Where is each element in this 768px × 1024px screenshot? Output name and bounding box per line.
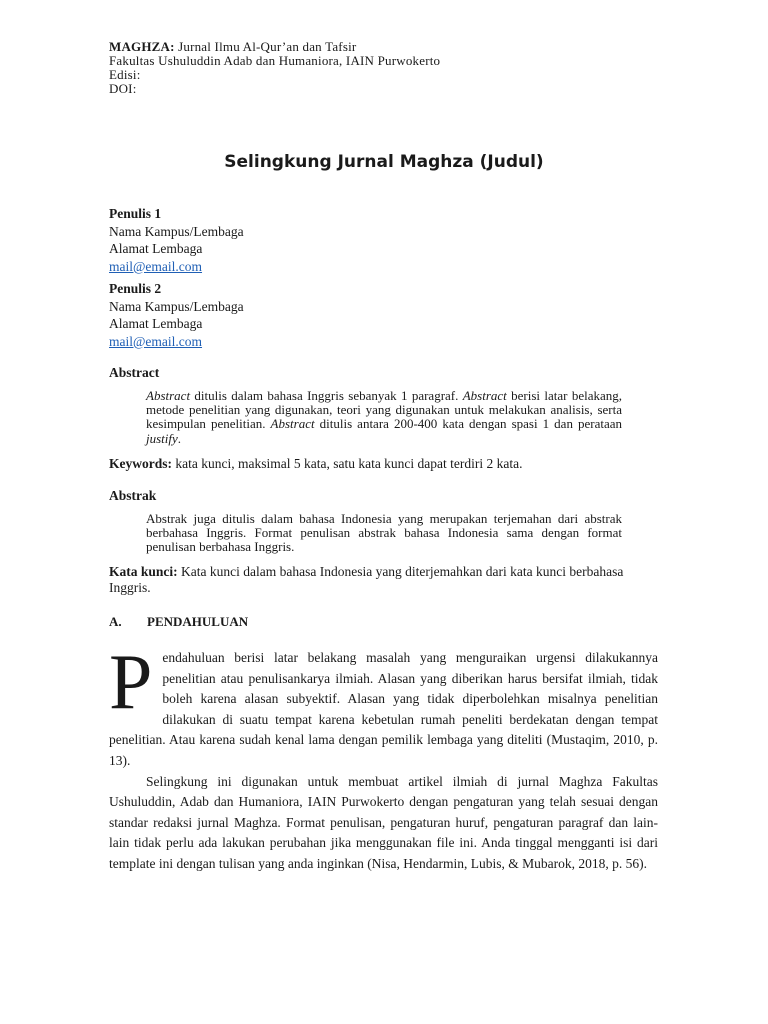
journal-header	[109, 40, 659, 96]
kata-kunci-text: Kata kunci dalam bahasa Indonesia yang diterjemahkan dari kata kunci berbahasa Inggris.	[109, 564, 624, 595]
faculty-line: Fakultas Ushuluddin Adab dan Humaniora, IAIN Purwokerto	[109, 53, 441, 68]
section-title: PENDAHULUAN	[147, 614, 249, 629]
author-block-1	[109, 205, 244, 275]
author-name: Penulis 1	[109, 206, 162, 221]
section-number: A.	[109, 614, 122, 629]
abstract-italic-word: Abstract	[462, 388, 507, 403]
edition-line: Edisi:	[109, 67, 141, 82]
journal-name-bold: MAGHZA:	[109, 39, 175, 54]
doi-line: DOI:	[109, 81, 137, 96]
abstract-body	[146, 389, 622, 446]
keywords-label: Keywords:	[109, 456, 172, 471]
kata-kunci-label: Kata kunci:	[109, 564, 178, 579]
paragraph-2: Selingkung ini digunakan untuk membuat artikel ilmiah di jurnal Maghza Fakultas Ushuluddin, Adab dan Humaniora, IAIN Purwokerto dengan pengaturan yang telah sesuai dengan standar redaksi jurnal Maghza. Format penulisan, pengaturan huruf, pengaturan paragraf dan lain-lain tidak perlu ada lakukan perubahan jika menggunakan file ini. Anda tinggal mengganti isi dari template ini dengan tulisan yang anda inginkan (Nisa, Hendarmin, Lubis, & Mubarok, 2018, p. 56).	[109, 773, 658, 871]
author-address: Alamat Lembaga	[109, 241, 203, 256]
kata-kunci-line	[109, 564, 649, 596]
abstract-text: ditulis dalam bahasa Inggris sebanyak 1 paragraf.	[190, 388, 463, 403]
abstract-heading: Abstract	[109, 365, 160, 380]
author-address: Alamat Lembaga	[109, 316, 203, 331]
abstract-italic-word: Abstract	[270, 416, 315, 432]
author-block-2	[109, 280, 244, 350]
article-title: Selingkung Jurnal Maghza (Judul)	[224, 152, 544, 172]
author-institution: Nama Kampus/Lembaga	[109, 298, 244, 314]
drop-cap: P	[109, 638, 153, 725]
abstract-text: .	[177, 430, 182, 446]
abstract-italic-word: justify	[146, 430, 178, 446]
abstrak-heading: Abstrak	[109, 488, 157, 503]
body-paragraphs	[109, 638, 658, 875]
paragraph-1	[109, 638, 658, 772]
journal-name-line	[109, 40, 659, 54]
journal-name-rest: Jurnal Ilmu Al-Qur’an dan Tafsir	[174, 39, 357, 54]
section-heading	[109, 614, 248, 630]
author-email-link[interactable]: mail@email.com	[109, 258, 203, 274]
abstract-text: ditulis antara 200-400 kata dengan spasi 1 dan perataan	[314, 416, 622, 432]
author-name: Penulis 2	[109, 281, 162, 296]
abstrak-body: Abstrak juga ditulis dalam bahasa Indonesia yang merupakan terjemahan dari abstrak berbahasa Inggris. Format penulisan abstrak bahasa Indonesia sama dengan format penulisan berbahasa Inggris.	[146, 511, 622, 555]
author-institution: Nama Kampus/Lembaga	[109, 223, 244, 239]
abstract-italic-word: Abstract	[146, 388, 191, 403]
author-email-link[interactable]: mail@email.com	[109, 333, 203, 349]
paragraph-1-text: endahuluan berisi latar belakang masalah yang menguraikan urgensi dilakukannya penelitian atau penulisankarya ilmiah. Alasan yang diberikan harus bersifat ilmiah, tidak boleh karena alasan subyektif. Alasan yang tidak diperbolehkan misalnya penelitian dilakukan di suatu tempat karena kebetulan rumah peneliti berdekatan dengan tempat penelitian. Atau karena sudah kenal lama dengan pemilik lembaga yang diteliti (Mustaqim, 2010, p. 13).	[109, 650, 658, 768]
keywords-line	[109, 456, 649, 472]
keywords-text: kata kunci, maksimal 5 kata, satu kata kunci dapat terdiri 2 kata.	[172, 456, 523, 471]
abstract-text: berisi latar belakang, metode penelitian yang digunakan, teori yang digunakan untuk melakukan analisis, serta kesimpulan penelitian.	[146, 388, 622, 432]
